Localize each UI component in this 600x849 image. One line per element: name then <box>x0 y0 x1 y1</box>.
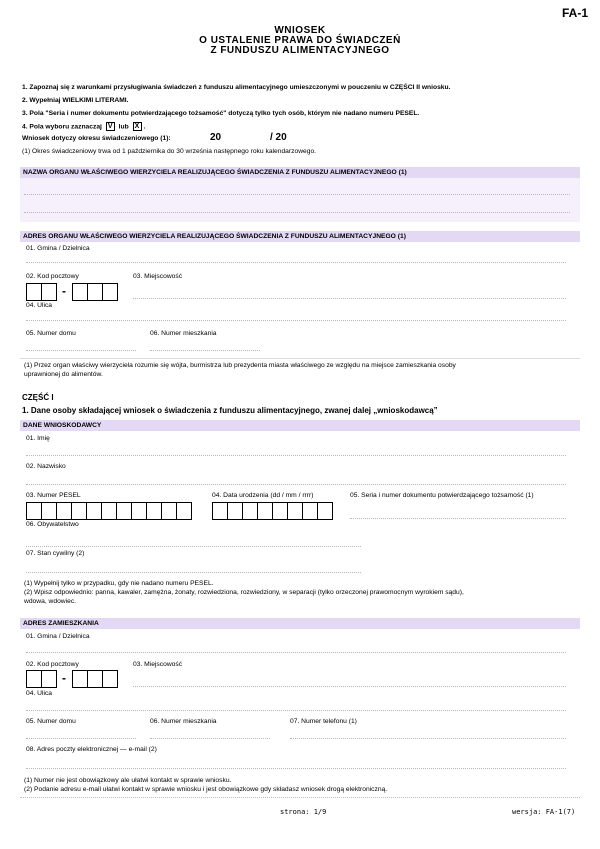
organ-name-box[interactable] <box>20 178 580 222</box>
organ-address-heading: ADRES ORGANU WŁAŚCIWEGO WIERZYCIELA REALIZUJĄCEGO ŚWIADCZENIA Z FUNDUSZU ALIMENTACYJNEGO (1) <box>20 231 580 242</box>
applicant-maritalstatus-label: 07. Stan cywilny (2) <box>26 550 85 557</box>
instruction-4-text: 4. Pola wyboru zaznaczaj <box>22 123 102 131</box>
instruction-4-or: lub <box>118 123 129 131</box>
page-number: strona: 1/9 <box>280 808 327 816</box>
applicant-pesel-label: 03. Numer PESEL <box>26 492 81 499</box>
residence-email-input[interactable] <box>26 768 566 769</box>
period-to[interactable]: / 20 <box>270 132 287 143</box>
form-title-line3: Z FUNDUSZU ALIMENTACYJNEGO <box>210 45 390 56</box>
residence-house-label: 05. Numer domu <box>26 718 76 725</box>
organ-name-line-1 <box>24 194 570 195</box>
residence-email-label: 08. Adres poczty elektronicznej — e-mail (2) <box>26 746 157 753</box>
applicant-idnumber-input[interactable] <box>350 518 566 519</box>
checkbox-sample-x: X <box>133 122 142 131</box>
residence-street-label: 04. Ulica <box>26 690 53 697</box>
applicant-lastname-input[interactable] <box>26 484 566 485</box>
organ-city-label: 03. Miejscowość <box>133 273 183 280</box>
organ-note-line2: uprawnionej do alimentów. <box>24 371 103 378</box>
organ-note-line1: (1) Przez organ właściwy wierzyciela rozumie się wójta, burmistrza lub prezydenta miasta właściwego ze względu na miejsce zamieszkania osoby <box>24 362 456 369</box>
applicant-birthdate-input[interactable] <box>212 502 332 520</box>
residence-postcode-part1[interactable] <box>26 670 56 688</box>
residence-gmina-input[interactable] <box>26 652 566 653</box>
checkbox-sample-v: V <box>106 122 115 131</box>
residence-city-label: 03. Miejscowość <box>133 661 183 668</box>
form-code: FA-1 <box>561 6 588 20</box>
applicant-birthdate-label: 04. Data urodzenia (dd / mm / rrrr) <box>212 492 314 499</box>
organ-postcode-label: 02. Kod pocztowy <box>26 273 79 280</box>
applicant-maritalstatus-input[interactable] <box>26 572 361 573</box>
organ-name-line-2 <box>24 212 570 213</box>
residence-flat-input[interactable] <box>150 738 270 739</box>
instruction-4-end: . <box>143 123 146 131</box>
residence-flat-label: 06. Numer mieszkania <box>150 718 217 725</box>
part-1-subtitle: 1. Dane osoby składającej wniosek o świadczenia z funduszu alimentacyjnego, zwanej dalej „wnioskodawcą” <box>22 406 438 415</box>
applicant-idnumber-label: 05. Seria i numer dokumentu potwierdzającego tożsamość (1) <box>350 492 534 499</box>
residence-gmina-label: 01. Gmina / Dzielnica <box>26 633 90 640</box>
period-from[interactable]: 20 <box>210 132 222 143</box>
organ-gmina-input[interactable] <box>26 262 566 263</box>
period-label: Wniosek dotyczy okresu świadczeniowego (1): <box>22 135 171 142</box>
residence-note-1: (1) Numer nie jest obowiązkowy ale ułatwi kontakt w sprawie wniosku. <box>24 777 232 784</box>
residence-heading: ADRES ZAMIESZKANIA <box>20 618 580 629</box>
organ-name-heading: NAZWA ORGANU WŁAŚCIWEGO WIERZYCIELA REALIZUJĄCEGO ŚWIADCZENIA Z FUNDUSZU ALIMENTACYJNEGO (1) <box>20 167 580 178</box>
applicant-lastname-label: 02. Nazwisko <box>26 463 66 470</box>
applicant-note-2-line1: (2) Wpisz odpowiednio: panna, kawaler, zamężna, żonaty, rozwiedziona, rozwiedziony, w separacji (tylko orzeczonej prawomocnym wyrokiem sądu), <box>24 589 464 596</box>
residence-note-2: (2) Podanie adresu e-mail ułatwi kontakt w sprawie wniosku i jest obowiązkowe gdy składasz wniosek drogą elektroniczną. <box>24 786 388 793</box>
organ-house-label: 05. Numer domu <box>26 330 76 337</box>
organ-postcode-part1[interactable] <box>26 283 56 301</box>
applicant-note-1: (1) Wypełnij tylko w przypadku, gdy nie nadano numeru PESEL. <box>24 580 214 587</box>
applicant-note-2-line2: wdowa, wdowiec. <box>24 598 77 605</box>
residence-postcode-dash: - <box>62 671 66 685</box>
residence-phone-input[interactable] <box>290 738 566 739</box>
applicant-firstname-input[interactable] <box>26 455 566 456</box>
residence-house-input[interactable] <box>26 738 136 739</box>
residence-postcode-label: 02. Kod pocztowy <box>26 661 79 668</box>
residence-separator <box>20 797 580 798</box>
residence-phone-label: 07. Numer telefonu (1) <box>290 718 357 725</box>
organ-postcode-part2[interactable] <box>72 283 117 301</box>
organ-house-input[interactable] <box>26 350 136 351</box>
organ-street-input[interactable] <box>26 320 566 321</box>
form-title-line2: O USTALENIE PRAWA DO ŚWIADCZEŃ <box>199 35 401 46</box>
applicant-citizenship-label: 06. Obywatelstwo <box>26 521 79 528</box>
part-1-label: CZĘŚĆ I <box>22 393 54 402</box>
organ-gmina-label: 01. Gmina / Dzielnica <box>26 245 90 252</box>
instruction-1: 1. Zapoznaj się z warunkami przysługiwania świadczeń z funduszu alimentacyjnego umieszczonymi w pouczeniu w CZĘŚCI II wniosku. <box>22 84 451 91</box>
organ-flat-input[interactable] <box>150 350 260 351</box>
period-note: (1) Okres świadczeniowy trwa od 1 października do 30 września następnego roku kalendarzowego. <box>22 148 317 155</box>
organ-city-input[interactable] <box>133 298 566 299</box>
organ-flat-label: 06. Numer mieszkania <box>150 330 217 337</box>
form-title-line1: WNIOSEK <box>274 25 326 36</box>
residence-city-input[interactable] <box>133 686 566 687</box>
organ-street-label: 04. Ulica <box>26 302 53 309</box>
instruction-2: 2. Wypełniaj WIELKIMI LITERAMI. <box>22 97 129 104</box>
instruction-4 <box>22 122 145 131</box>
residence-postcode-part2[interactable] <box>72 670 117 688</box>
form-version: wersja: FA-1(7) <box>512 808 576 816</box>
applicant-heading: DANE WNIOSKODAWCY <box>20 420 580 431</box>
applicant-firstname-label: 01. Imię <box>26 435 50 442</box>
residence-street-input[interactable] <box>26 710 566 711</box>
applicant-citizenship-input[interactable] <box>26 546 361 547</box>
organ-postcode-dash: - <box>62 284 66 298</box>
instruction-3: 3. Pola "Seria i numer dokumentu potwierdzającego tożsamość" dotyczą tylko tych osób, którym nie nadano numeru PESEL. <box>22 110 420 117</box>
applicant-pesel-input[interactable] <box>26 502 191 520</box>
organ-separator <box>20 358 580 359</box>
